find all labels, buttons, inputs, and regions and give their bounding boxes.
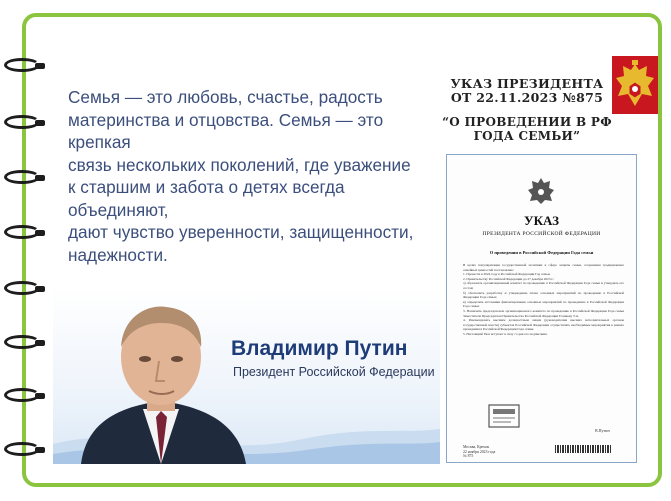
document-paragraph: 2. Правительству Российской Федерации до 27 декабря 2023 г.: <box>463 276 555 281</box>
quote-line: дают чувство уверенности, защищенности, <box>68 222 414 242</box>
document-footer-line: 22 ноября 2023 года <box>463 449 496 454</box>
decree-title <box>444 77 610 105</box>
document-paragraph: 1. Провести в 2024 году в Российской Федерации Год семьи. <box>463 272 551 277</box>
barcode-icon <box>555 445 611 453</box>
decree-title-line: ОТ 22.11.2023 №875 <box>450 90 604 105</box>
document-paragraph: в) определить источники финансирования основных мероприятий по проведению в Российской Федерации Года семьи. <box>463 299 624 309</box>
coat-of-arms-icon <box>612 56 658 114</box>
spiral-ring-icon <box>4 335 40 349</box>
decree-title-line: УКАЗ ПРЕЗИДЕНТА <box>450 76 604 91</box>
seal-stamp-icon <box>487 403 521 429</box>
document-paragraph: 3. Назначить председателем организационного комитета по проведению в Российской Федерации Года семьи Заместителя Председателя Правительства Российской Федерации Голикову Т.А. <box>463 308 624 318</box>
spiral-ring-icon <box>4 58 40 72</box>
document-footer <box>463 445 495 459</box>
spiral-ring-icon <box>4 115 40 129</box>
decree-subtitle-line: ГОДА СЕМЬИ” <box>473 129 581 143</box>
document-paragraph: а) образовать организационный комитет по проведению в Российской Федерации Года семьи и утвердить его состав; <box>463 281 624 290</box>
document-footer-line: № 875 <box>463 454 474 459</box>
document-paragraph: б) обеспечить разработку и утверждение плана основных мероприятий по проведению в Российской Федерации Года семьи; <box>463 290 624 300</box>
president-promo <box>53 287 440 464</box>
spiral-ring-icon <box>4 170 40 184</box>
family-quote <box>68 86 438 266</box>
decree-subtitle <box>442 115 612 143</box>
document-body <box>463 263 624 337</box>
document-title: О проведении в Российской Федерации Года семьи <box>489 250 594 255</box>
document-heading-sub: ПРЕЗИДЕНТА РОССИЙСКОЙ ФЕДЕРАЦИИ <box>482 231 601 237</box>
president-name: Владимир Путин <box>231 337 408 360</box>
document-emblem-icon <box>527 175 555 205</box>
president-position: Президент Российской Федерации <box>233 365 435 379</box>
document-paragraph: В целях популяризации государственной политики в сфере защиты семьи, сохранения традиционных семейных ценностей постановляю: <box>463 263 624 272</box>
spiral-ring-icon <box>4 442 40 456</box>
document-signer: В.Путин <box>595 428 610 433</box>
decree-subtitle-line: “О ПРОВЕДЕНИИ В РФ <box>442 115 612 129</box>
quote-line: связь нескольких поколений, где уважение <box>68 154 411 175</box>
decree-document <box>446 154 637 463</box>
spiral-ring-icon <box>4 281 40 295</box>
spiral-ring-icon <box>4 225 40 239</box>
quote-line: надежности. <box>68 244 168 265</box>
document-paragraph: 4. Рекомендовать высшим должностным лицам (руководителям высших исполнительных органов государственной власти) субъектов Российской Федерации осуществлять необходимые мероприятия в рамках проведения в Российской Федерации Года семьи. <box>463 318 624 332</box>
spiral-ring-icon <box>4 388 40 402</box>
quote-line: материнства и отцовства. Семья — это крепкая <box>68 109 384 152</box>
quote-line: к старшим и забота о детях всегда объединяют, <box>68 177 345 220</box>
document-heading: УКАЗ <box>524 213 559 228</box>
president-portrait <box>61 289 261 464</box>
document-paragraph: 5. Настоящий Указ вступает в силу со дня его подписания. <box>463 331 548 336</box>
quote-line: Семья — это любовь, счастье, радость <box>68 87 383 107</box>
document-footer-line: Москва, Кремль <box>463 445 490 449</box>
